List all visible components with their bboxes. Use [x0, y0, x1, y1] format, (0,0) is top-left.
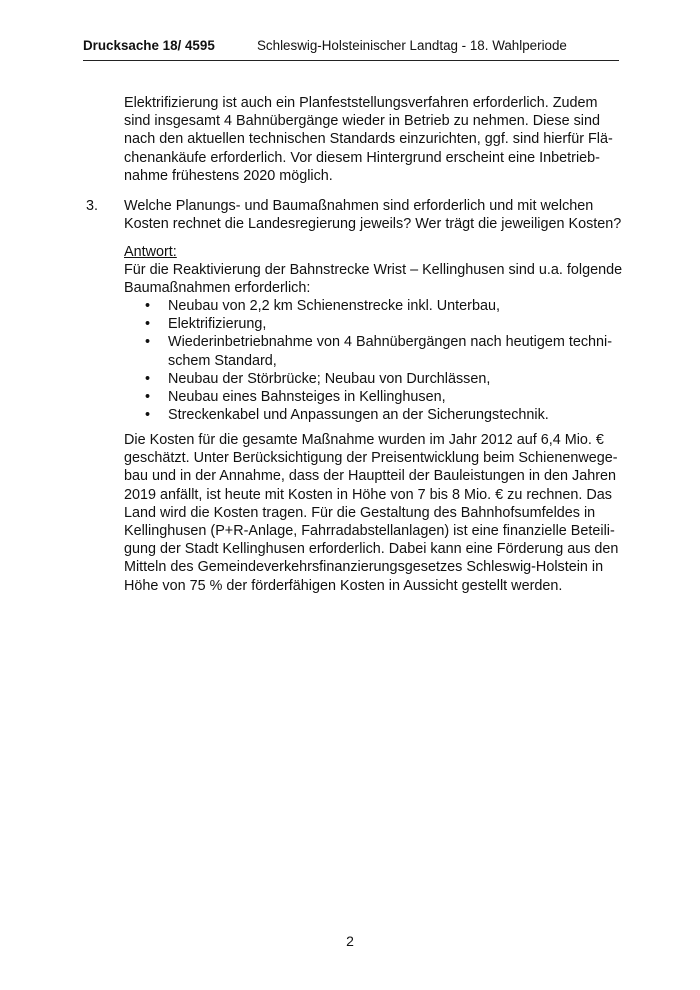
list-item-text: Neubau der Störbrücke; Neubau von Durchlässen,: [168, 370, 491, 387]
text-line: nach den aktuellen technischen Standards einzurichten, ggf. sind hierfür Flä-: [124, 131, 613, 148]
text-line: Die Kosten für die gesamte Maßnahme wurden im Jahr 2012 auf 6,4 Mio. €: [124, 432, 604, 448]
bullet-icon: •: [145, 298, 151, 314]
text-line: sind insgesamt 4 Bahnübergänge wieder in Betrieb zu nehmen. Diese sind: [124, 113, 600, 130]
text-line: geschätzt. Unter Berücksichtigung der Preisentwicklung beim Schienenwege-: [124, 450, 618, 467]
question-text: [124, 197, 624, 233]
text-line: Land wird die Kosten tragen. Für die Gestaltung des Bahnhofsumfeldes in: [124, 504, 596, 521]
text-line: Kellinghusen (P+R-Anlage, Fahrradabstellanlagen) ist eine finanzielle Beteili-: [124, 522, 615, 539]
bullet-icon: •: [145, 334, 151, 351]
page-header: [83, 38, 619, 61]
bullet-icon: •: [145, 316, 151, 333]
text-line: Mitteln des Gemeindeverkehrsfinanzierungsgesetzes Schleswig-Holstein in: [124, 559, 604, 576]
list-item-text: Neubau eines Bahnsteiges in Kellinghusen,: [168, 388, 446, 405]
list-item-text: schem Standard,: [168, 352, 277, 369]
text-line: chenankäufe erforderlich. Vor diesem Hintergrund erscheint eine Inbetrieb-: [124, 149, 600, 166]
text-line: Welche Planungs- und Baumaßnahmen sind erforderlich und mit welchen: [124, 198, 594, 214]
list-item: [124, 406, 624, 424]
list-item: [124, 370, 624, 388]
list-item-text: Streckenkabel und Anpassungen an der Sicherungstechnik.: [168, 407, 549, 424]
text-line: gung der Stadt Kellinghusen erforderlich. Dabei kann eine Förderung aus den: [124, 541, 619, 558]
list-item-text: Elektrifizierung,: [168, 316, 267, 333]
question-number: 3.: [86, 198, 99, 214]
text-line: nahme frühestens 2020 möglich.: [124, 167, 333, 184]
text-line: 2019 anfällt, ist heute mit Kosten in Höhe von 7 bis 8 Mio. € zu rechnen. Das: [124, 486, 612, 503]
answer-section: [124, 243, 624, 298]
bullet-icon: •: [145, 388, 151, 405]
text-line: bau und in der Annahme, dass der Hauptteil der Bauleistungen in den Jahren: [124, 468, 617, 485]
page-number: 2: [346, 933, 354, 949]
text-line: Elektrifizierung ist auch ein Planfeststellungsverfahren erforderlich. Zudem: [124, 95, 598, 111]
list-item: [124, 333, 624, 369]
parliament-title: Schleswig-Holsteinischer Landtag - 18. Wahlperiode: [257, 38, 567, 53]
bullet-icon: •: [145, 370, 151, 387]
measures-list: [124, 297, 624, 424]
list-item: [124, 315, 624, 333]
list-item-text: Neubau von 2,2 km Schienenstrecke inkl. Unterbau,: [168, 298, 500, 314]
text-line: Für die Reaktivierung der Bahnstrecke Wrist – Kellinghusen sind u.a. folgende: [124, 262, 623, 279]
answer-label: Antwort:: [124, 244, 177, 260]
list-item: [124, 297, 624, 315]
intro-paragraph: [124, 94, 624, 185]
list-item-text: Wiederinbetriebnahme von 4 Bahnübergängen nach heutigem techni-: [168, 334, 613, 351]
text-line: Höhe von 75 % der förderfähigen Kosten in Aussicht gestellt werden.: [124, 577, 563, 594]
text-line: Baumaßnahmen erforderlich:: [124, 280, 311, 297]
list-item: [124, 388, 624, 406]
document-number: Drucksache 18/ 4595: [83, 38, 215, 53]
cost-paragraph: [124, 431, 624, 595]
text-line: Kosten rechnet die Landesregierung jeweils? Wer trägt die jeweiligen Kosten?: [124, 216, 622, 233]
bullet-icon: •: [145, 407, 151, 424]
